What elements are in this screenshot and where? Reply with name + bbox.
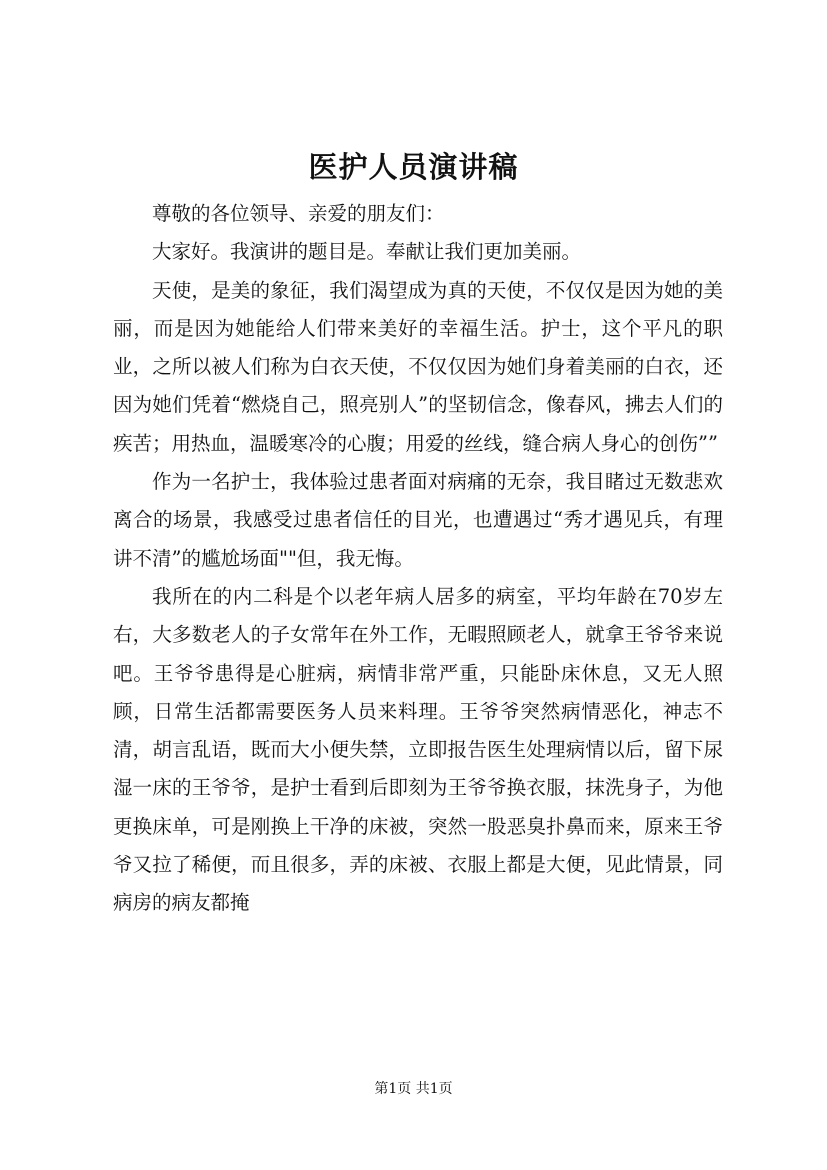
body-paragraph: 我所在的内二科是个以老年病人居多的病室，平均年龄在70岁左右，大多数老人的子女常年在外工作，无暇照顾老人，就拿王爷爷来说吧。王爷爷患得是心脏病，病情非常严重，只能卧床休息，又无人照顾，日常生活都需要医务人员来料理。王爷爷突然病情恶化，神志不清，胡言乱语，既而大小便失禁，立即报告医生处理病情以后，留下尿湿一床的王爷爷，是护士看到后即刻为王爷爷换衣服，抹洗身子，为他更换床单，可是刚换上干净的床被，突然一股恶臭扑鼻而来，原来王爷爷又拉了稀便，而且很多，弄的床被、衣服上都是大便，见此情景，同病房的病友都掩 [113,584,723,915]
page-title: 医护人员演讲稿 [308,150,519,184]
salutation-paragraph: 尊敬的各位领导、亲爱的朋友们： [152,202,445,225]
greeting-paragraph: 大家好。我演讲的题目是。奉献让我们更加美丽。 [152,240,582,264]
body-paragraph: 天使，是美的象征，我们渴望成为真的天使，不仅仅是因为她的美丽，而是因为她能给人们带来美好的幸福生活。护士，这个平凡的职业，之所以被人们称为白衣天使，不仅仅因为她们身着美丽的白衣，还因为她们凭着“燃烧自己，照亮别人”的坚韧信念，像春风，拂去人们的疾苦；用热血，温暖寒冷的心腹；用爱的丝线，缝合病人身心的创伤”” [113,278,723,455]
document-body [113,195,723,923]
page-footer: 第1页 共1页 [374,1081,453,1097]
body-paragraph: 作为一名护士，我体验过患者面对病痛的无奈，我目睹过无数悲欢离合的场景，我感受过患者信任的目光，也遭遇过“秀才遇见兵，有理讲不清”的尴尬场面""但，我无悔。 [113,470,723,570]
